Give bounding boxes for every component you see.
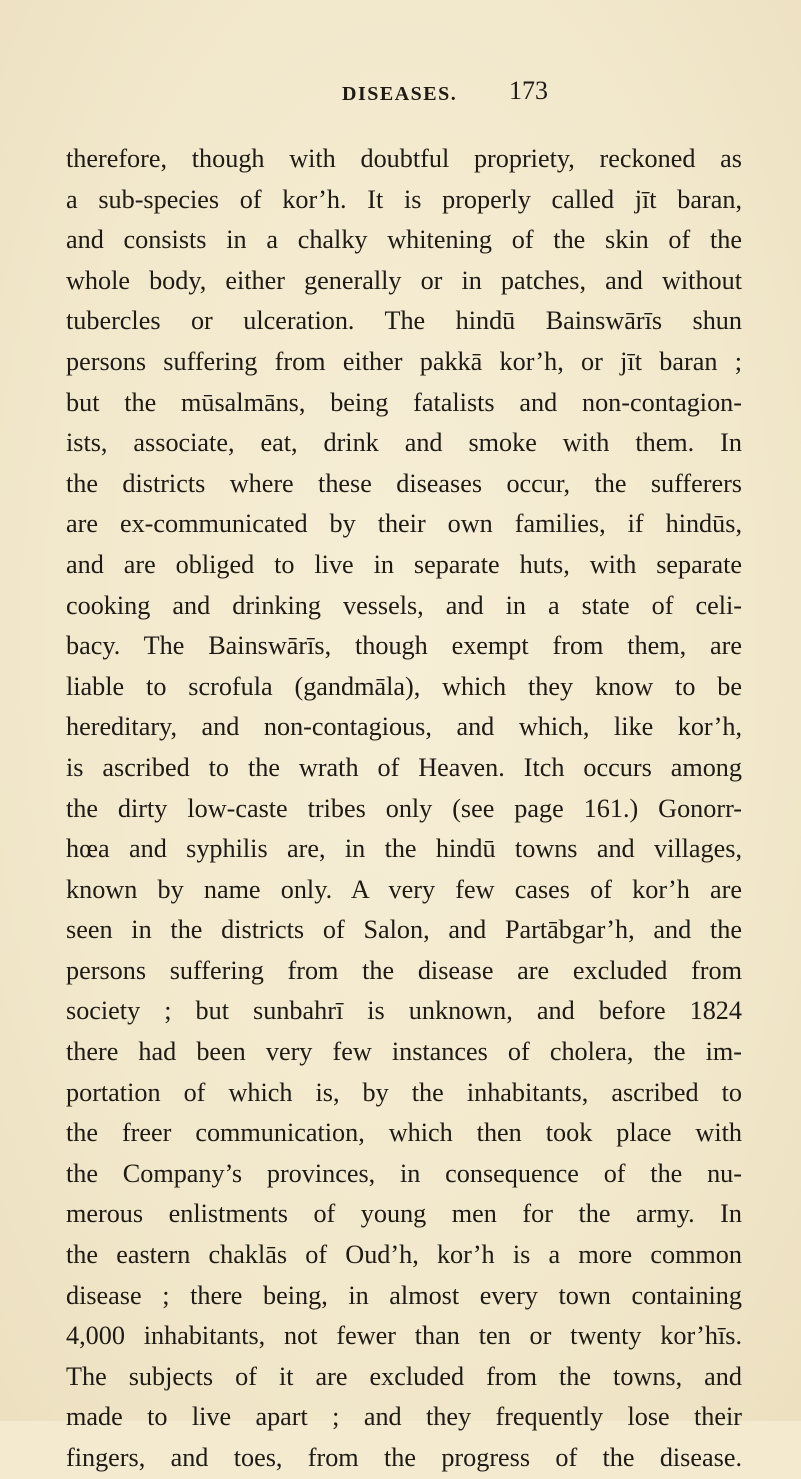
text-line: seen in the districts of Salon, and Partābgar’h, and the	[66, 915, 742, 945]
text-line: portation of which is, by the inhabitants, ascribed to	[66, 1077, 742, 1107]
text-line: fingers, and toes, from the progress of the disease.	[66, 1443, 742, 1472]
text-line: and are obliged to live in separate huts, with separate	[66, 549, 742, 579]
text-line: persons suffering from the disease are excluded from	[66, 955, 742, 985]
text-line: there had been very few instances of cholera, the im-	[66, 1037, 742, 1067]
text-line: the Company’s provinces, in consequence of the nu-	[66, 1158, 742, 1188]
text-line: the eastern chaklās of Oud’h, kor’h is a more common	[66, 1240, 742, 1270]
text-line: society ; but sunbahrī is unknown, and before 1824	[66, 996, 742, 1026]
text-line: merous enlistments of young men for the army. In	[66, 1199, 742, 1229]
running-head: DISEASES.	[342, 83, 458, 105]
page-number: 173	[509, 76, 548, 105]
text-line: therefore, though with doubtful propriety, reckoned as	[66, 144, 742, 173]
text-line: known by name only. A very few cases of kor’h are	[66, 874, 742, 904]
body-text	[66, 139, 742, 1479]
text-line: 4,000 inhabitants, not fewer than ten or twenty kor’hīs.	[66, 1321, 742, 1351]
text-line: the freer communication, which then took place with	[66, 1118, 742, 1148]
text-line: The subjects of it are excluded from the towns, and	[66, 1361, 742, 1391]
text-line: made to live apart ; and they frequently lose their	[66, 1402, 742, 1432]
text-line: liable to scrofula (gandmāla), which they know to be	[66, 671, 742, 701]
text-line: are ex-communicated by their own families, if hindūs,	[66, 509, 742, 539]
text-line: ists, associate, eat, drink and smoke with them. In	[66, 428, 742, 458]
text-line: the dirty low-caste tribes only (see page 161.) Gonorr-	[66, 793, 742, 823]
text-line: hereditary, and non-contagious, and which, like kor’h,	[66, 712, 742, 742]
text-line: disease ; there being, in almost every town containing	[66, 1280, 742, 1310]
text-line: persons suffering from either pakkā kor’h, or jīt baran ;	[66, 346, 742, 376]
text-line: hœa and syphilis are, in the hindū towns and villages,	[66, 834, 742, 864]
text-line: whole body, either generally or in patches, and without	[66, 265, 742, 295]
text-line: but the mūsalmāns, being fatalists and non-contagion-	[66, 387, 742, 417]
text-line: and consists in a chalky whitening of the skin of the	[66, 225, 742, 255]
text-line: cooking and drinking vessels, and in a state of celi-	[66, 590, 742, 620]
text-line: a sub-species of kor’h. It is properly called jīt baran,	[66, 184, 742, 214]
text-line: is ascribed to the wrath of Heaven. Itch occurs among	[66, 752, 742, 782]
text-line: the districts where these diseases occur, the sufferers	[66, 468, 742, 498]
text-line: bacy. The Bainswārīs, though exempt from them, are	[66, 631, 742, 661]
text-line: tubercles or ulceration. The hindū Bainswārīs shun	[66, 306, 742, 336]
